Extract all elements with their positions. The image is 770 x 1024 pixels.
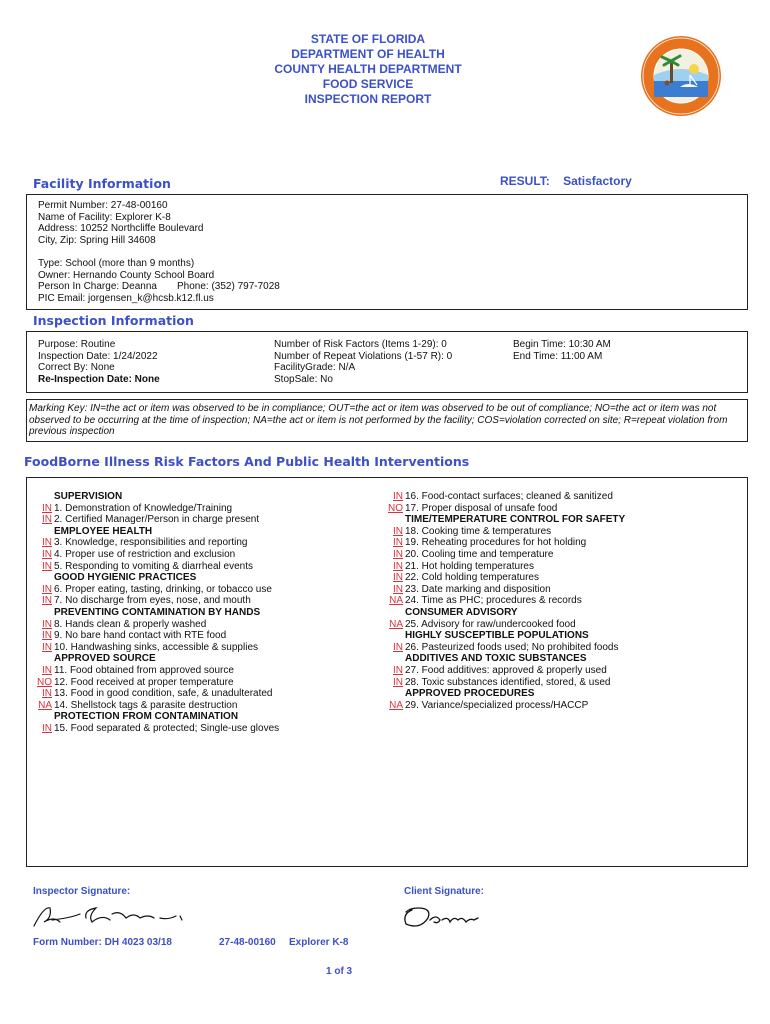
risk-factor-item [32,584,272,596]
compliance-status: IN [393,676,403,688]
risk-factor-item [32,537,247,549]
facility-details [38,200,280,304]
item-text: 24. Time as PHC; procedures & records [405,595,582,607]
compliance-status: NO [388,502,403,514]
phone: Phone: (352) 797-7028 [176,281,280,293]
category-heading: SUPERVISION [54,491,123,502]
compliance-status: IN [42,583,52,595]
result-value: Satisfactory [563,174,632,188]
compliance-status: NA [38,699,52,711]
risk-factor-item [383,561,534,573]
facility-line: Permit Number: 27-48-00160 [38,200,168,211]
risk-factor-item [32,642,258,654]
inspection-date: Inspection Date: 1/24/2022 [38,350,158,362]
facility-line: Type: School (more than 9 months) [38,257,195,269]
compliance-status: IN [42,618,52,630]
foodborne-right-column [383,491,743,721]
compliance-status: IN [393,537,403,549]
begin-time: Begin Time: 10:30 AM [513,339,611,350]
item-text: 3. Knowledge, responsibilities and reporting [54,537,248,549]
stop-sale: StopSale: No [274,373,333,385]
header-line: INSPECTION REPORT [304,92,432,106]
item-text: 20. Cooling time and temperature [405,549,554,560]
risk-factors: Number of Risk Factors (Items 1-29): 0 [274,339,447,350]
item-text: 8. Hands clean & properly washed [54,618,207,630]
risk-factor-item [383,642,618,654]
inspection-col-3 [513,339,611,362]
item-text: 12. Food received at proper temperature [54,676,234,688]
item-text: 11. Food obtained from approved source [54,665,234,676]
marking-key: Marking Key: IN=the act or item was observed to be in compliance; OUT=the act or item was observed to be out of compliance; NO=the act or item was not observed to be occurring at the time of inspection; NA=the act or item is not performed by the facility; COS=violation corrected on site; R=repeat violation from previous inspection [26,399,748,442]
header-line: DEPARTMENT OF HEALTH [291,47,445,61]
header-line: STATE OF FLORIDA [310,32,426,46]
page-number: 1 of 3 [326,966,353,977]
category-heading: APPROVED SOURCE [54,653,156,665]
foodborne-section-title: FoodBorne Illness Risk Factors And Public Health Interventions [24,454,470,469]
foodborne-left-column [32,491,392,751]
compliance-status: IN [42,630,52,642]
inspector-signature-label: Inspector Signature: [33,886,131,897]
category-heading: APPROVED PROCEDURES [405,688,535,700]
facility-line: Address: 10252 Northcliffe Boulevard [38,223,204,235]
facility-line: Owner: Hernando County School Board [38,269,215,281]
result-label: RESULT: [500,174,550,188]
correct-by: Correct By: None [38,362,115,374]
compliance-status: IN [393,525,403,537]
risk-factor-item [32,503,232,515]
item-text: 26. Pasteurized foods used; No prohibited foods [405,641,619,653]
risk-factor-item [383,572,539,584]
compliance-status: NO [37,676,52,688]
risk-factor-item [32,700,237,712]
compliance-status: IN [42,595,52,607]
item-text: 16. Food-contact surfaces; cleaned & sanitized [405,491,613,502]
compliance-status: IN [42,560,52,572]
pic-email: PIC Email: jorgensen_k@hcsb.k12.fl.us [38,292,214,304]
category-heading: PROTECTION FROM CONTAMINATION [54,711,239,723]
risk-factor-item [383,595,582,607]
facility-section-title: Facility Information [33,176,171,191]
result [500,174,632,188]
item-text: 23. Date marking and disposition [405,583,551,595]
client-signature-label: Client Signature: [404,886,485,897]
item-text: 7. No discharge from eyes, nose, and mouth [54,595,251,607]
item-text: 5. Responding to vomiting & diarrheal events [54,560,254,572]
risk-factor-item [383,619,576,631]
risk-factor-item [32,619,206,631]
compliance-status: IN [393,665,403,676]
item-text: 29. Variance/specialized process/HACCP [405,699,589,711]
risk-factor-item [383,503,557,515]
compliance-status: IN [393,491,403,502]
category-heading: EMPLOYEE HEALTH [54,525,153,537]
category-heading: PREVENTING CONTAMINATION BY HANDS [54,607,261,618]
risk-factor-item [383,584,551,596]
risk-factor-item [383,677,611,689]
pic-line [38,281,280,293]
risk-factor-item [383,549,553,561]
purpose: Purpose: Routine [38,339,116,350]
risk-factor-item [383,537,586,549]
inspection-col-2 [274,339,452,385]
risk-factor-item [32,723,279,735]
compliance-status: NA [389,618,403,630]
facility-grade: FacilityGrade: N/A [274,362,356,374]
compliance-status: NA [389,699,403,711]
compliance-status: IN [42,665,52,676]
header-line: COUNTY HEALTH DEPARTMENT [274,62,462,76]
item-text: 4. Proper use of restriction and exclusion [54,549,236,560]
footer-permit: 27-48-00160 [219,937,276,948]
end-time: End Time: 11:00 AM [513,350,603,362]
item-text: 1. Demonstration of Knowledge/Training [54,502,233,514]
compliance-status: IN [42,688,52,700]
inspection-section-title: Inspection Information [33,313,194,328]
risk-factor-item [32,561,253,573]
compliance-status: IN [393,641,403,653]
risk-factor-item [383,665,607,677]
compliance-status: IN [42,514,52,526]
compliance-status: IN [42,502,52,514]
form-number: Form Number: DH 4023 03/18 [33,937,172,948]
risk-factor-item [32,665,234,677]
category-heading: ADDITIVES AND TOXIC SUBSTANCES [405,653,587,665]
risk-factor-item [383,526,551,538]
item-text: 17. Proper disposal of unsafe food [405,502,558,514]
report-header [150,32,586,107]
item-text: 15. Food separated & protected; Single-use gloves [54,723,280,734]
risk-factor-item [32,595,251,607]
reinspection-date: Re-Inspection Date: None [38,373,160,385]
item-text: 28. Toxic substances identified, stored, & used [405,676,611,688]
risk-factor-item [32,630,226,642]
item-text: 9. No bare hand contact with RTE food [54,630,227,642]
risk-factor-item [32,514,259,526]
item-text: 25. Advisory for raw/undercooked food [405,618,576,630]
item-text: 13. Food in good condition, safe, & unadulterated [54,688,273,700]
item-text: 21. Hot holding temperatures [405,560,534,572]
item-text: 27. Food additives: approved & properly used [405,665,607,676]
inspection-box [26,331,748,393]
foodborne-box [26,477,748,867]
header-line: FOOD SERVICE [322,77,414,91]
item-text: 2. Certified Manager/Person in charge present [54,514,260,526]
item-text: 14. Shellstock tags & parasite destruction [54,699,238,711]
risk-factor-item [32,688,273,700]
inspection-col-1 [38,339,160,385]
compliance-status: NA [389,595,403,607]
facility-line: City, Zip: Spring Hill 34608 [38,234,156,246]
risk-factor-item [32,677,234,689]
item-text: 18. Cooking time & temperatures [405,525,552,537]
facility-box [26,194,748,310]
item-text: 19. Reheating procedures for hot holding [405,537,587,549]
risk-factor-item [32,549,235,561]
client-signature [398,900,498,932]
compliance-status: IN [42,723,52,734]
facility-line: Name of Facility: Explorer K-8 [38,211,171,223]
repeat-violations: Number of Repeat Violations (1-57 R): 0 [274,350,453,362]
compliance-status: IN [393,583,403,595]
compliance-status: IN [42,537,52,549]
compliance-status: IN [42,549,52,560]
compliance-status: IN [393,572,403,584]
risk-factor-item [383,700,588,712]
item-text: 10. Handwashing sinks, accessible & supplies [54,641,258,653]
compliance-status: IN [42,641,52,653]
florida-seal-icon [640,35,722,117]
category-heading: GOOD HYGIENIC PRACTICES [54,572,197,584]
item-text: 22. Cold holding temperatures [405,572,539,584]
category-heading: TIME/TEMPERATURE CONTROL FOR SAFETY [405,514,626,526]
footer-facility: Explorer K-8 [289,937,349,948]
person-in-charge: Person In Charge: Deanna [38,281,157,293]
inspector-signature [30,900,190,932]
compliance-status: IN [393,560,403,572]
compliance-status: IN [393,549,403,560]
category-heading: CONSUMER ADVISORY [405,607,518,618]
risk-factor-item [383,491,613,503]
item-text: 6. Proper eating, tasting, drinking, or tobacco use [54,583,272,595]
category-heading: HIGHLY SUSCEPTIBLE POPULATIONS [405,630,589,642]
